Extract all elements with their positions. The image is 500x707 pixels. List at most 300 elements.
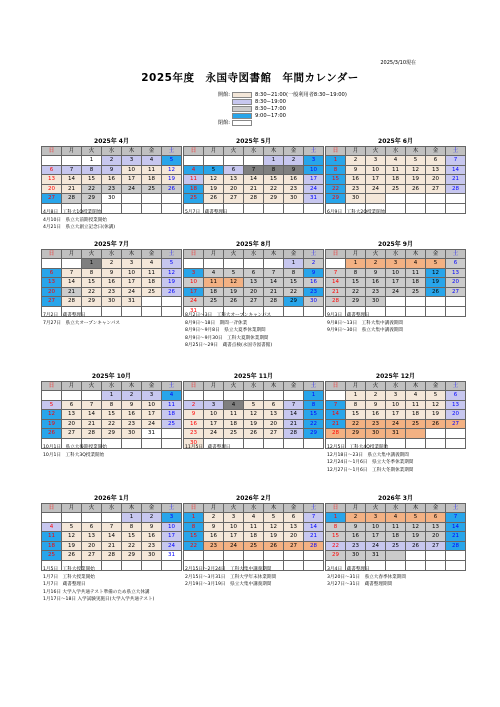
note-line: 1月7日 工科大授業開始 (43, 574, 95, 580)
weekday-header: 金 (426, 382, 446, 391)
day-cell: 15 (346, 410, 366, 420)
day-cell: 16 (184, 419, 204, 429)
day-cell: 27 (244, 297, 264, 307)
note-line: 8月25日〜29日 蔵書点検(永国寺図書館) (185, 343, 273, 349)
weekday-header: 水 (386, 147, 406, 156)
month-calendar (41, 138, 182, 214)
legend-swatch (232, 120, 252, 126)
day-cell (62, 391, 82, 401)
day-cell: 16 (366, 410, 386, 420)
day-cell: 17 (122, 175, 142, 185)
day-cell: 13 (284, 522, 304, 532)
day-cell (284, 438, 304, 448)
day-cell: 12 (406, 522, 426, 532)
weekday-header: 月 (62, 147, 82, 156)
day-cell: 17 (122, 278, 142, 288)
weekday-header: 月 (62, 382, 82, 391)
day-cell: 6 (426, 513, 446, 523)
month-calendar (183, 373, 324, 449)
as-of-date: 2025/3/10現在 (380, 60, 416, 66)
day-cell: 30 (102, 194, 122, 204)
day-cell (62, 156, 82, 166)
day-cell: 30 (366, 297, 386, 307)
day-cell: 30 (284, 194, 304, 204)
day-cell (426, 306, 446, 316)
day-cell: 27 (42, 297, 62, 307)
note-line: 8月9日〜9月8日 県立大夏季休業期間 (185, 328, 266, 334)
day-cell (304, 551, 324, 561)
day-cell: 18 (142, 278, 162, 288)
weekday-header: 木 (264, 250, 284, 259)
weekday-header: 水 (102, 382, 122, 391)
day-cell: 23 (102, 287, 122, 297)
day-cell: 26 (406, 184, 426, 194)
day-cell: 6 (62, 400, 82, 410)
day-cell: 19 (162, 278, 182, 288)
note-line: 4月21日 県立大創立記念日(休講) (43, 225, 116, 231)
day-cell: 13 (82, 532, 102, 542)
day-cell (244, 156, 264, 166)
day-cell: 1 (326, 513, 346, 523)
day-cell: 7 (82, 400, 102, 410)
day-cell: 8 (184, 522, 204, 532)
legend (206, 91, 347, 126)
weekday-header: 日 (326, 504, 346, 513)
legend-text: 8:30−21:00(一般利用者8:30−19:00) (255, 92, 347, 98)
day-cell: 29 (346, 297, 366, 307)
day-cell: 28 (326, 429, 346, 439)
weekday-header: 水 (244, 504, 264, 513)
day-cell (304, 203, 324, 213)
weekday-header: 金 (284, 382, 304, 391)
day-cell: 23 (204, 541, 224, 551)
weekday-header: 日 (184, 250, 204, 259)
day-cell: 25 (386, 541, 406, 551)
day-cell: 24 (224, 541, 244, 551)
day-cell (224, 259, 244, 269)
day-cell (446, 438, 466, 448)
weekday-header: 水 (102, 250, 122, 259)
note-line: 1月17日〜18日 入学試験実施日(大学入学共通テスト) (43, 597, 155, 603)
weekday-header: 木 (264, 382, 284, 391)
day-cell: 21 (326, 419, 346, 429)
weekday-header: 土 (446, 382, 466, 391)
day-cell: 14 (304, 522, 324, 532)
day-cell: 16 (304, 278, 324, 288)
day-cell: 29 (346, 429, 366, 439)
day-cell: 27 (264, 429, 284, 439)
day-cell: 13 (62, 410, 82, 420)
day-cell: 7 (446, 513, 466, 523)
day-cell (426, 560, 446, 570)
weekday-header: 金 (142, 250, 162, 259)
note-line: 9月8日〜13日 工科大集中講義期間 (327, 320, 404, 326)
day-cell: 24 (122, 184, 142, 194)
day-cell: 3 (386, 391, 406, 401)
weekday-header: 木 (264, 147, 284, 156)
day-cell (446, 306, 466, 316)
day-cell: 8 (264, 165, 284, 175)
day-cell: 11 (142, 268, 162, 278)
weekday-header: 火 (82, 382, 102, 391)
day-cell: 3 (204, 400, 224, 410)
note-line: 12月27日〜1月6日 工科大冬期休業期間 (327, 467, 414, 473)
month-calendar (183, 138, 324, 214)
note-line: 8月2日〜3日 工科大オープンキャンパス (185, 313, 272, 318)
day-cell (284, 560, 304, 570)
day-cell: 9 (304, 268, 324, 278)
day-cell: 12 (264, 522, 284, 532)
day-cell: 12 (162, 268, 182, 278)
day-cell: 4 (184, 165, 204, 175)
day-cell: 27 (82, 551, 102, 561)
day-cell: 5 (264, 513, 284, 523)
day-cell: 25 (142, 184, 162, 194)
day-cell: 31 (304, 194, 324, 204)
day-cell: 19 (162, 175, 182, 185)
note-line: 1月7日 蔵書整理日 (43, 582, 86, 588)
day-cell (446, 203, 466, 213)
day-cell: 12 (244, 410, 264, 420)
day-cell: 3 (386, 259, 406, 269)
day-cell: 5 (204, 165, 224, 175)
month-notes (185, 312, 272, 350)
weekday-header: 水 (102, 504, 122, 513)
legend-row (206, 105, 347, 112)
day-cell: 14 (62, 278, 82, 288)
legend-text: 8:30−19:00 (255, 98, 286, 105)
day-cell: 1 (346, 391, 366, 401)
weekday-header: 火 (224, 382, 244, 391)
day-cell (264, 203, 284, 213)
day-cell: 24 (122, 287, 142, 297)
month-calendar (325, 373, 466, 449)
day-cell: 8 (346, 400, 366, 410)
weekday-header: 土 (446, 504, 466, 513)
day-cell: 19 (204, 184, 224, 194)
day-cell: 5 (406, 156, 426, 166)
day-cell: 21 (244, 184, 264, 194)
day-cell: 14 (326, 410, 346, 420)
day-cell: 31 (386, 429, 406, 439)
weekday-header: 水 (244, 382, 264, 391)
day-cell: 17 (204, 419, 224, 429)
day-cell: 18 (386, 532, 406, 542)
day-cell (426, 203, 446, 213)
day-cell: 14 (102, 532, 122, 542)
day-cell: 21 (446, 532, 466, 542)
day-cell: 21 (62, 287, 82, 297)
weekday-header: 金 (142, 147, 162, 156)
weekday-header: 日 (326, 147, 346, 156)
day-cell: 15 (82, 278, 102, 288)
day-cell: 26 (162, 184, 182, 194)
month-calendar (325, 241, 466, 317)
day-cell: 9 (142, 522, 162, 532)
day-cell: 28 (304, 541, 324, 551)
day-cell (446, 194, 466, 204)
day-cell: 25 (42, 551, 62, 561)
day-cell: 14 (446, 522, 466, 532)
day-cell: 6 (42, 165, 62, 175)
day-cell: 18 (142, 175, 162, 185)
day-cell: 16 (366, 278, 386, 288)
day-cell: 18 (42, 541, 62, 551)
day-cell: 26 (426, 287, 446, 297)
day-cell: 1 (82, 259, 102, 269)
day-cell: 15 (102, 410, 122, 420)
day-cell: 5 (426, 259, 446, 269)
day-cell: 29 (82, 297, 102, 307)
day-cell: 12 (426, 400, 446, 410)
day-cell: 24 (366, 541, 386, 551)
day-cell: 6 (264, 400, 284, 410)
day-cell: 15 (346, 278, 366, 288)
weekday-header: 火 (82, 147, 102, 156)
weekday-header: 水 (386, 504, 406, 513)
day-cell: 23 (346, 184, 366, 194)
day-cell: 5 (244, 400, 264, 410)
note-line: 2月15日〜2月24日 工科大集中講義期間 (185, 567, 272, 572)
month-title: 2025年 4月 (94, 138, 129, 145)
day-cell: 23 (366, 287, 386, 297)
day-cell: 10 (366, 522, 386, 532)
day-cell: 25 (244, 541, 264, 551)
day-cell: 22 (346, 419, 366, 429)
day-cell: 20 (42, 184, 62, 194)
day-cell: 1 (82, 156, 102, 166)
note-line: 8月9日〜18日 期間一斉休業 (185, 320, 248, 326)
day-cell (122, 194, 142, 204)
day-cell: 30 (102, 297, 122, 307)
day-cell: 3 (122, 259, 142, 269)
day-cell: 19 (406, 175, 426, 185)
day-cell: 17 (162, 532, 182, 542)
weekday-header: 木 (406, 504, 426, 513)
day-cell: 21 (304, 532, 324, 542)
day-cell: 11 (406, 268, 426, 278)
day-cell (142, 306, 162, 316)
day-cell: 18 (386, 175, 406, 185)
weekday-header: 土 (304, 504, 324, 513)
month-notes (327, 209, 385, 217)
day-cell: 1 (102, 391, 122, 401)
day-cell: 11 (184, 175, 204, 185)
day-cell: 16 (142, 532, 162, 542)
day-cell: 4 (204, 268, 224, 278)
month-title: 2025年 10月 (91, 373, 132, 380)
weekday-header: 火 (82, 250, 102, 259)
day-cell: 5 (426, 391, 446, 401)
note-line: 12月5日 工科大4Q授業開始 (327, 445, 389, 450)
day-cell: 1 (284, 259, 304, 269)
day-cell: 20 (42, 287, 62, 297)
weekday-header: 月 (204, 382, 224, 391)
day-cell (386, 203, 406, 213)
day-cell: 15 (326, 532, 346, 542)
day-cell: 20 (426, 532, 446, 542)
month-grid (41, 381, 182, 449)
legend-swatch (232, 106, 252, 112)
day-cell (426, 438, 446, 448)
day-cell: 3 (162, 513, 182, 523)
day-cell: 14 (264, 278, 284, 288)
day-cell (244, 438, 264, 448)
day-cell: 5 (162, 259, 182, 269)
weekday-header: 土 (304, 147, 324, 156)
day-cell: 12 (204, 175, 224, 185)
day-cell: 29 (326, 194, 346, 204)
day-cell: 24 (386, 419, 406, 429)
day-cell: 19 (264, 532, 284, 542)
day-cell: 26 (224, 297, 244, 307)
weekday-header: 水 (386, 382, 406, 391)
weekday-header: 木 (406, 147, 426, 156)
day-cell: 30 (142, 551, 162, 561)
day-cell: 9 (122, 400, 142, 410)
weekday-header: 土 (304, 382, 324, 391)
day-cell: 21 (62, 184, 82, 194)
day-cell: 10 (122, 268, 142, 278)
day-cell: 11 (386, 165, 406, 175)
day-cell: 9 (346, 522, 366, 532)
day-cell: 12 (62, 532, 82, 542)
month-grid (325, 503, 466, 571)
day-cell (284, 551, 304, 561)
day-cell: 2 (102, 259, 122, 269)
day-cell: 27 (284, 541, 304, 551)
month-notes (327, 444, 413, 474)
weekday-header: 金 (284, 147, 304, 156)
month-calendar (183, 495, 324, 571)
weekday-header: 日 (42, 382, 62, 391)
day-cell: 25 (142, 287, 162, 297)
day-cell: 19 (224, 287, 244, 297)
day-cell (82, 391, 102, 401)
day-cell: 1 (346, 259, 366, 269)
month-title: 2026年 1月 (94, 495, 129, 502)
month-notes (43, 566, 154, 604)
day-cell (122, 203, 142, 213)
day-cell: 7 (62, 165, 82, 175)
day-cell (142, 203, 162, 213)
day-cell (224, 551, 244, 561)
month-calendar (183, 241, 324, 317)
day-cell: 15 (122, 532, 142, 542)
day-cell: 23 (184, 429, 204, 439)
day-cell: 23 (304, 287, 324, 297)
day-cell: 22 (326, 184, 346, 194)
weekday-header: 水 (244, 147, 264, 156)
weekday-header: 日 (184, 504, 204, 513)
day-cell (406, 194, 426, 204)
day-cell: 20 (62, 419, 82, 429)
day-cell: 14 (244, 175, 264, 185)
day-cell: 15 (82, 175, 102, 185)
day-cell: 31 (184, 306, 204, 316)
weekday-header: 月 (346, 504, 366, 513)
note-line: 5月7日 蔵書整理日 (185, 210, 228, 215)
day-cell (426, 194, 446, 204)
day-cell: 25 (184, 194, 204, 204)
day-cell: 22 (184, 541, 204, 551)
month-grid (325, 146, 466, 214)
day-cell: 4 (142, 259, 162, 269)
weekday-header: 日 (326, 250, 346, 259)
day-cell: 11 (406, 400, 426, 410)
day-cell: 21 (446, 175, 466, 185)
day-cell: 7 (264, 268, 284, 278)
day-cell (162, 560, 182, 570)
day-cell: 18 (406, 278, 426, 288)
day-cell: 8 (284, 268, 304, 278)
day-cell (446, 551, 466, 561)
weekday-header: 木 (122, 382, 142, 391)
day-cell: 23 (122, 419, 142, 429)
day-cell: 21 (102, 541, 122, 551)
day-cell: 29 (122, 551, 142, 561)
weekday-header: 土 (446, 250, 466, 259)
day-cell: 15 (184, 532, 204, 542)
day-cell: 10 (386, 400, 406, 410)
day-cell: 16 (204, 532, 224, 542)
day-cell: 30 (184, 438, 204, 448)
day-cell: 28 (62, 297, 82, 307)
day-cell: 23 (366, 419, 386, 429)
month-grid (183, 381, 324, 449)
day-cell: 31 (142, 429, 162, 439)
day-cell: 8 (326, 522, 346, 532)
day-cell (142, 194, 162, 204)
day-cell: 25 (224, 429, 244, 439)
day-cell: 17 (366, 175, 386, 185)
day-cell: 23 (284, 184, 304, 194)
day-cell: 16 (122, 410, 142, 420)
day-cell: 31 (366, 551, 386, 561)
day-cell: 17 (224, 532, 244, 542)
day-cell (244, 391, 264, 401)
day-cell: 27 (62, 429, 82, 439)
note-line: 2月19日〜3月19日 県立大集中講義期間 (185, 582, 272, 588)
day-cell: 11 (142, 165, 162, 175)
day-cell (304, 306, 324, 316)
day-cell (204, 156, 224, 166)
legend-swatch (232, 113, 252, 119)
month-notes (43, 444, 107, 459)
month-notes (43, 312, 120, 327)
weekday-header: 日 (42, 147, 62, 156)
day-cell: 13 (42, 175, 62, 185)
day-cell: 9 (346, 165, 366, 175)
day-cell: 18 (162, 410, 182, 420)
day-cell: 21 (264, 287, 284, 297)
month-title: 2025年 6月 (378, 138, 413, 145)
day-cell: 24 (184, 297, 204, 307)
day-cell: 16 (346, 175, 366, 185)
day-cell (326, 259, 346, 269)
day-cell (62, 259, 82, 269)
month-title: 2026年 2月 (236, 495, 271, 502)
day-cell: 27 (426, 541, 446, 551)
legend-row (206, 91, 347, 98)
day-cell: 28 (326, 297, 346, 307)
weekday-header: 土 (162, 504, 182, 513)
day-cell: 7 (102, 522, 122, 532)
day-cell (102, 513, 122, 523)
day-cell: 2 (204, 513, 224, 523)
day-cell: 17 (304, 175, 324, 185)
day-cell: 12 (426, 268, 446, 278)
